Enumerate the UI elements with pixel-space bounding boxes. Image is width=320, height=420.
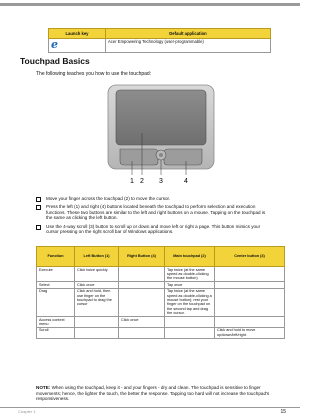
list-item-text: Use the 4-way scroll (3) button to scroll up or down and move left or right a page. This button mimics your cursor pressing on the right scroll bar of Windows applications. (46, 223, 261, 235)
list-item-text: Press the left (1) and right (4) buttons located beneath the touchpad to perform selection and execution functions. These two buttons are similar to the left and right buttons on a mouse. Tapping on the touchpad is the same as clicking the left button. (46, 204, 266, 221)
internet-explorer-icon: e (51, 38, 58, 51)
application-cell: Acer Empowering Technology (user-programmable) (106, 39, 271, 53)
table-row (49, 39, 271, 53)
table-cell: Select (37, 282, 75, 288)
table-cell (119, 288, 165, 316)
left-button-header: Left Button (1) (75, 247, 119, 267)
table-cell (215, 288, 285, 316)
table-row (37, 288, 285, 316)
scroll-button-center (159, 153, 163, 157)
intro-text: The following teaches you how to use the touchpad: (36, 71, 152, 77)
instruction-list (36, 196, 272, 237)
table-cell: Click and hold to move up/down/left/right. (215, 327, 285, 338)
page-number: 15 (280, 409, 286, 415)
checkbox-bullet-icon (36, 205, 41, 210)
section-title: Touchpad Basics (20, 56, 90, 66)
footer-rule (0, 407, 300, 408)
table-row (37, 267, 285, 282)
table-cell (119, 267, 165, 282)
callout-label-1: 1 (130, 178, 134, 185)
table-cell: Scroll (37, 327, 75, 338)
right-button (164, 149, 202, 165)
left-button (120, 149, 158, 165)
table-cell: Click and hold, then use finger on the touchpad to drag the cursor (75, 288, 119, 316)
table-cell: Tap twice (at the same speed as double-clicking the mouse button) (165, 267, 215, 282)
table-cell (75, 317, 119, 328)
header-rule (0, 3, 300, 6)
table-cell: Execute (37, 267, 75, 282)
table-cell: Tap twice (at the same speed as double-clicking a mouse button); rest your finger on the touchpad on the second tap and drag the cursor. (165, 288, 215, 316)
table-cell: Access context menu (37, 317, 75, 328)
table-cell (165, 327, 215, 338)
checkbox-bullet-icon (36, 225, 41, 230)
table-row (37, 327, 285, 338)
table-cell: Drag (37, 288, 75, 316)
callout-label-3: 3 (159, 178, 163, 185)
list-item (36, 196, 272, 202)
table-cell (215, 267, 285, 282)
list-item (36, 224, 272, 235)
list-item-text: Move your finger across the touchpad (2) to move the cursor. (46, 196, 171, 201)
callout-label-4: 4 (184, 178, 188, 185)
right-button-header: Right Button (4) (119, 247, 165, 267)
list-item (36, 204, 272, 221)
table-cell: Click once (75, 282, 119, 288)
note-text: When using the touchpad, keep it - and your fingers - dry and clean. The touchpad is sensitive to finger movements; hence, the lighter the touch, the better the response. Tapping too hard will not increase the touchpad's responsiveness. (36, 385, 270, 402)
chapter-label: Chapter 1 (18, 409, 36, 414)
table-cell (165, 317, 215, 328)
table-cell: Tap once (165, 282, 215, 288)
table-cell (215, 317, 285, 328)
main-touchpad-header: Main touchpad (2) (165, 247, 215, 267)
checkbox-bullet-icon (36, 197, 41, 202)
touchpad-function-table (36, 246, 285, 339)
touchpad-illustration (106, 83, 216, 185)
touchpad-surface (116, 90, 206, 145)
table-cell (75, 327, 119, 338)
function-header: Function (37, 247, 75, 267)
launch-key-cell (49, 39, 106, 53)
table-row (37, 317, 285, 328)
callout-label-2: 2 (140, 178, 144, 185)
launch-key-table (48, 28, 271, 53)
center-button-header: Center button (3) (215, 247, 285, 267)
table-cell: Click once (119, 317, 165, 328)
default-application-header: Default application (106, 29, 271, 39)
note-paragraph (36, 385, 280, 402)
table-cell (119, 327, 165, 338)
launch-key-header: Launch key (49, 29, 106, 39)
table-cell: Click twice quickly (75, 267, 119, 282)
note-label: NOTE: (36, 385, 51, 390)
